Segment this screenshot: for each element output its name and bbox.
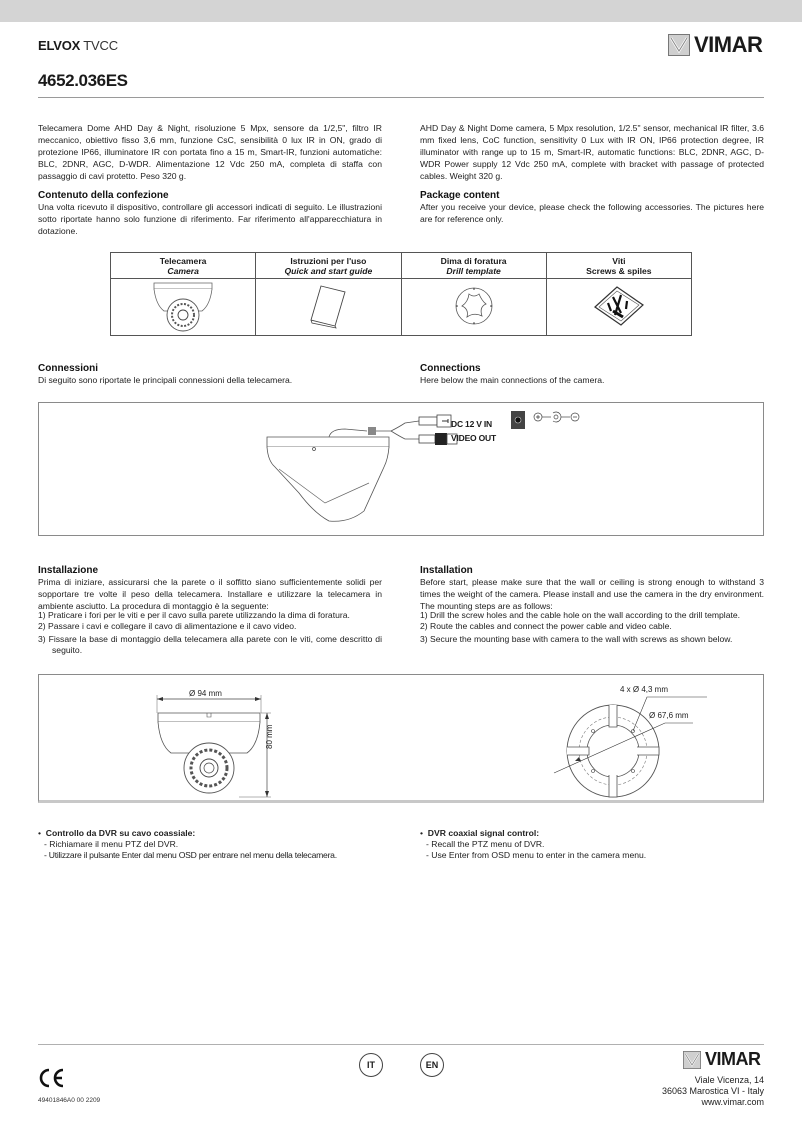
drill-template-icon [449,281,499,331]
connections-title-it: Connessioni [38,363,99,374]
installation-steps-it [38,610,382,656]
item-label-it: Telecamera [159,255,207,266]
table-image-cell [111,279,256,336]
item-label-en: Drill template [446,265,501,276]
product-code: 4652.036ES [38,71,128,90]
connections-title-en: Connections [420,363,481,374]
footer-vimar-logo [683,1049,761,1070]
brand-light: TVCC [83,38,118,53]
step-item: 1) Praticare i fori per le viti e per il cavo sulla parete utilizzando la dima di foratura. [38,610,350,620]
dimension-holes-label: 4 x Ø 4,3 mm [620,685,669,694]
list-item: - Use Enter from OSD menu to enter in the camera menu. [426,850,647,860]
step-item: 2) Route the cables and connect the power cable and video cable. [420,621,672,631]
description-it: Telecamera Dome AHD Day & Night, risoluzione 5 Mpx, sensore da 1/2,5", filtro IR meccanico, obiettivo fisso 3,6 mm, funzione CsC, sensibilità 0 lux IR in ON, grado di protezione IP66, illuminatore IR con portata fino a 15 m, Smart-IR, funzioni automatiche: BLC, 2DNR, AGC, D-WDR. Alimentazione 12 Vdc 250 mA, completa di staffa con passaggio di cavi protetto. Peso 320 g. [38,123,382,181]
table-image-cell [256,279,401,336]
brand-label [38,38,118,53]
dimension-height-label: 80 mm [265,724,274,749]
installation-steps-en [420,610,764,645]
screws-pack-icon [591,283,647,329]
item-label-it: Viti [612,255,626,266]
item-label-en: Camera [167,265,199,276]
dvr-control-en [420,828,764,861]
table-image-cell [546,279,691,336]
vimar-logo [668,32,762,58]
installation-diagram-box [38,674,764,803]
item-label-en: Screws & spiles [586,265,652,276]
connections-diagram-box [38,402,764,536]
company-address [564,1075,764,1108]
table-image-row [111,279,692,336]
dvr-title-en: DVR coaxial signal control: [427,828,540,838]
installation-title-en: Installation [420,565,473,576]
table-cell-screws [546,253,691,279]
video-output-label: VIDEO OUT [451,433,496,443]
language-badge-it: IT [359,1053,383,1077]
table-cell-guide [256,253,401,279]
package-title-it: Contenuto della confezione [38,190,169,201]
item-label-it: Istruzioni per l'uso [290,255,367,266]
list-item: - Utilizzare il pulsante Enter dal menu OSD per entrare nel menu della telecamera. [44,850,337,860]
address-line-1: Viale Vicenza, 14 [694,1075,764,1085]
description-en: AHD Day & Night Dome camera, 5 Mpx resolution, 1/2.5" sensor, mechanical IR filter, 3.6 mm fixed lens, CoC function, sensitivity 0 Lux with IR ON, IP66 protection degree, IR illuminator with range up to 15 m, Smart-IR, automatic functions: BLC, 2DNR, AGC, D-WDR Power supply 12 Vdc 250 mA, complete with bracket with passage of protected cables. Weight 320 g. [420,123,764,181]
dimension-width-label: Ø 94 mm [189,689,222,698]
table-image-cell [401,279,546,336]
connections-text-en: Here below the main connections of the camera. [420,375,605,385]
installation-text-en: Before start, please make sure that the wall or ceiling is strong enough to withstand 3 times the weight of the camera. Please install and use the camera in the dry environment. The mounting steps are as follows: [420,577,764,611]
bullet-dot: • [38,828,46,838]
item-label-en: Quick and start guide [284,265,373,276]
package-title-en: Package content [420,190,500,201]
step-item: 3) Fissare la base di montaggio della telecamera alla parete con le viti, come descritto di seguito. [38,634,382,655]
connections-text-it: Di seguito sono riportate le principali connessioni della telecamera. [38,375,293,385]
step-item: 1) Drill the screw holes and the cable hole on the wall according to the drill template. [420,610,741,620]
item-label-it: Dima di foratura [440,255,507,266]
list-item: - Recall the PTZ menu of DVR. [426,839,545,849]
dimension-base-label: Ø 67,6 mm [649,711,689,720]
vimar-logo-mark-icon [668,34,690,56]
address-line-2: 36063 Marostica VI - Italy [661,1086,764,1096]
dc-input-label: DC 12 V IN [451,419,492,429]
dome-camera-icon [148,279,218,333]
table-header-row [111,253,692,279]
step-item: 2) Passare i cavi e collegare il cavo di alimentazione e il cavo video. [38,621,297,631]
package-text-it: Una volta ricevuto il dispositivo, controllare gli accessori indicati di seguito. Le illustrazioni sotto riportate hanno solo funzione di riferimento. Far riferimento all'apparecchiatura in dotazione. [38,202,382,236]
step-item: 3) Secure the mounting base with camera to the wall with screws as shown below. [420,634,733,644]
installation-text-it: Prima di iniziare, assicurarsi che la parete o il soffitto siano sufficientemente solidi per sopportare tre volte il peso della telecamera. Installare e utilizzare la telecamera in ambiente asciutto. La procedura di montaggio è la seguente: [38,577,382,611]
brand-bold: ELVOX [38,38,81,53]
vimar-logo-text: VIMAR [694,32,763,57]
table-cell-template [401,253,546,279]
list-item: - Richiamare il menu PTZ del DVR. [44,839,179,849]
footer-vimar-logo-text: VIMAR [705,1049,761,1069]
header-divider [38,97,764,98]
website-link[interactable]: www.vimar.com [701,1097,764,1107]
manual-booklet-icon [303,282,353,330]
camera-connection-diagram [39,403,765,537]
table-cell-camera [111,253,256,279]
document-code: 49401846A0 00 2209 [38,1097,101,1104]
package-text-en: After you receive your device, please check the following accessories. The pictures here are for reference only. [420,202,764,224]
dvr-title-it: Controllo da DVR su cavo coassiale: [45,828,196,838]
ce-mark-icon [38,1068,66,1093]
installation-title-it: Installazione [38,565,99,576]
bullet-dot: • [420,828,428,838]
language-badge-en: EN [420,1053,444,1077]
package-contents-table [110,252,692,336]
top-gray-bar [0,0,802,22]
vimar-logo-mark-icon [683,1051,701,1069]
footer-divider [38,1044,764,1045]
dvr-control-it [38,828,408,861]
